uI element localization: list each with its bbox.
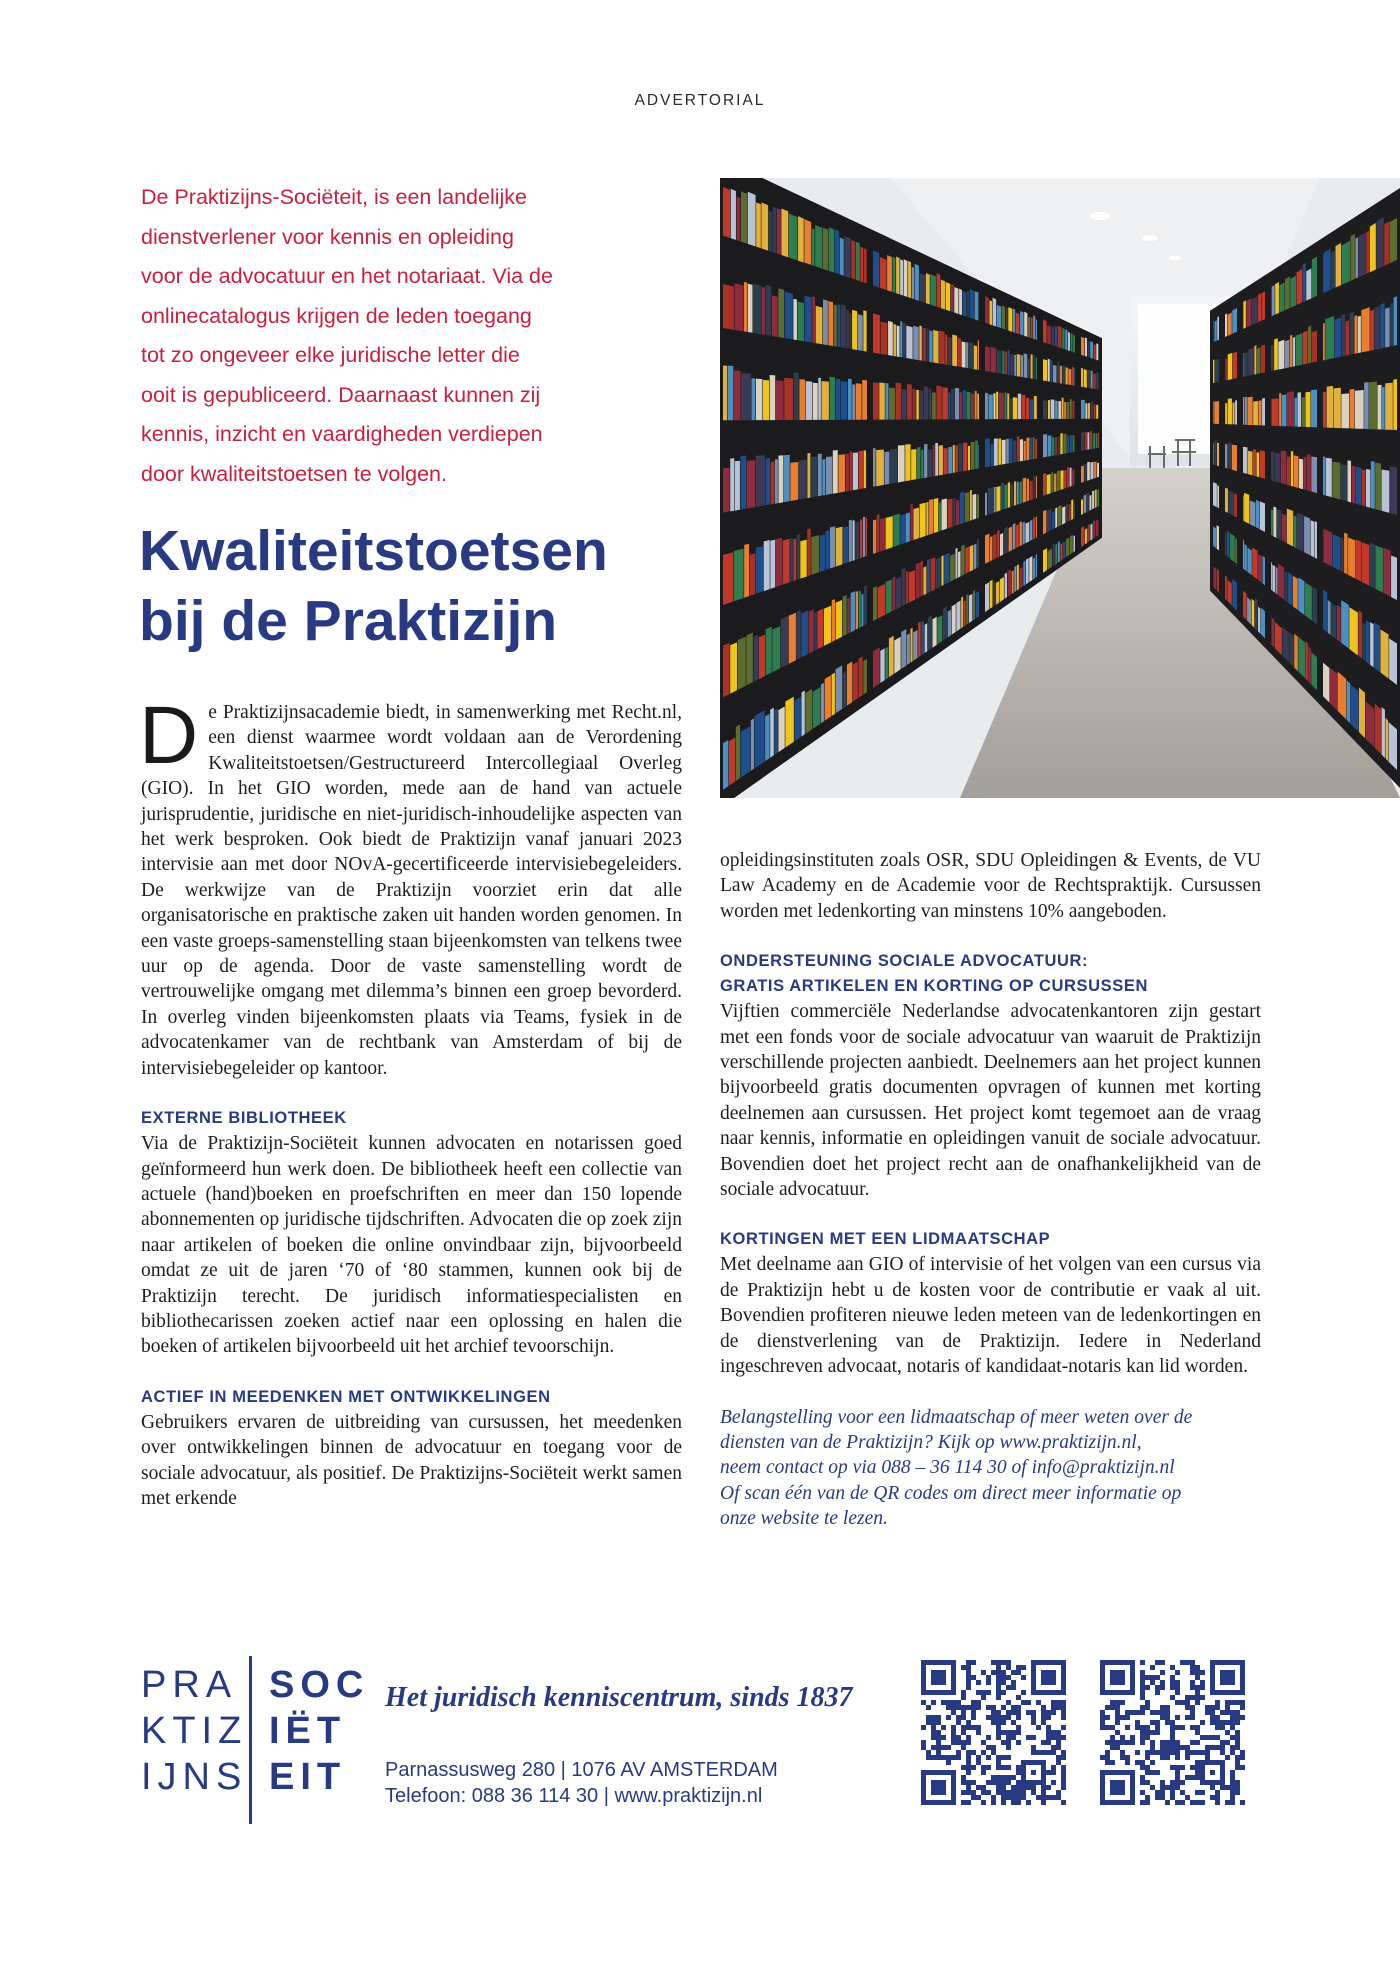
lead-text: e Praktizijnsacademie biedt, in samenwerking met Recht.nl, een dienst waarmee wordt voldaan aan de Verordening Kwaliteitstoetsen/Gestructureerd Intercollegiaal Overleg (GIO). In het GIO worden, mede aan de hand van actuele jurisprudentie, juridische en niet-juridisch-inhoudelijke aspecten van het werk besproken. Ook biedt de Praktizijn vanaf januari 2023 intervisie aan met door NOvA-gecertificeerde intervisiebegeleiders. De werkwijze van de Praktizijn voorziet erin dat alle organisatorische en praktische zaken uit handen worden genomen. In een vaste groeps-samenstelling staan bijeenkomsten van telkens twee uur op de agenda. Door de vaste samenstelling wordt de vertrouwelijke omgang met dilemma’s binnen een groep bevorderd. In overleg vinden bijeenkomsten plaats via Teams, fysiek in de advocatenkamer van de rechtbank van Amsterdam of bij de intervisiebegeleider op kantoor. [141, 702, 682, 1079]
paragraph-bibliotheek: Via de Praktizijn-Sociëteit kunnen advocaten en notarissen goed geïnformeerd hun werk doen. De bibliotheek heeft een collectie van actuele (hand)boeken en proefschriften en meer dan 150 lopende abonnementen op juridische tijdschriften. Advocaten die op zoek zijn naar artikelen of boeken die online onvindbaar zijn, bijvoorbeeld omdat ze uit de jaren ‘70 of ‘80 stammen, kunnen ook bij de Praktizijn terecht. De juridisch informatiespecialisten en bibliothecarissen zoeken actief naar een oplossing en halen die boeken of artikelen bijvoorbeeld uit het archief tevoorschijn. [141, 1133, 682, 1358]
subheading-sociale-advocatuur [720, 949, 1261, 999]
note-line: Belangstelling voor een lidmaatschap of meer weten over de [720, 1406, 1193, 1428]
intro-line: door kwaliteitstoetsen te volgen. [141, 461, 447, 486]
article-column-left [139, 690, 682, 1511]
subheading-externe-bibliotheek: EXTERNE BIBLIOTHEEK [141, 1109, 347, 1128]
intro-line: De Praktizijns-Sociëteit, is een landelijke [141, 185, 527, 209]
qr-code-icon[interactable] [921, 1660, 1066, 1805]
intro-line: tot zo ongeveer elke juridische letter die [141, 343, 520, 367]
note-line: Of scan één van de QR codes om direct meer informatie op [720, 1482, 1182, 1504]
subheading-line: GRATIS ARTIKELEN EN KORTING OP CURSUSSEN [720, 977, 1148, 996]
logo-wordmark-left [141, 1662, 247, 1800]
paragraph-meedenken-continued: opleidingsinstituten zoals OSR, SDU Opleidingen & Events, de VU Law Academy en de Academie voor de Rechtspraktijk. Cursussen worden met ledenkorting van minstens 10% aangeboden. [720, 850, 1261, 922]
headline-line-2: bij de Praktizijn [139, 589, 558, 653]
phone-line: Telefoon: 088 36 114 30 | www.praktizijn.nl [385, 1785, 763, 1807]
note-line: neem contact op via 088 – 36 114 30 of info@praktizijn.nl [720, 1457, 1175, 1479]
logo-text: PRA [141, 1664, 238, 1706]
logo-text: KTIZ [141, 1710, 248, 1752]
section-label: ADVERTORIAL [634, 92, 766, 109]
note-line: onze website te lezen. [720, 1508, 888, 1530]
logo-text: SOC [269, 1664, 370, 1706]
logo-text: EIT [269, 1756, 347, 1798]
tagline: Het juridisch kenniscentrum, sinds 1837 [385, 1682, 853, 1713]
intro-paragraph [141, 178, 686, 494]
address-line: Parnassusweg 280 | 1076 AV AMSTERDAM [385, 1759, 778, 1781]
library-photo [720, 178, 1400, 798]
drop-cap: D [139, 690, 199, 781]
intro-line: ooit is gepubliceerd. Daarnaast kunnen zij [141, 382, 541, 407]
paragraph-meedenken: Gebruikers ervaren de uitbreiding van cursussen, het meedenken over ontwikkelingen binnen de advocatuur en toegang voor de sociale advocatuur, als positief. De Praktizijns-Sociëteit werkt samen met erkende [141, 1411, 682, 1509]
logo-divider [249, 1656, 252, 1824]
paragraph-kortingen: Met deelname aan GIO of intervisie of het volgen van een cursus via de Praktizijn hebt u de kosten voor de contributie er vaak al uit. Bovendien profiteren nieuwe leden meteen van de ledenkortingen en de dienstverlening van de Praktizijn. Iedere in Nederland ingeschreven advocaat, notaris of kandidaat-notaris kan lid worden. [720, 1254, 1261, 1378]
article-column-right [720, 848, 1261, 1532]
headline-line-1: Kwaliteitstoetsen [139, 519, 608, 583]
contact-address [385, 1757, 778, 1809]
logo-text: IËT [269, 1710, 347, 1752]
note-line: diensten van de Praktizijn? Kijk op www.praktizijn.nl, [720, 1431, 1142, 1453]
intro-line: kennis, inzicht en vaardigheden verdiepen [141, 422, 543, 446]
subheading-meedenken: ACTIEF IN MEEDENKEN MET ONTWIKKELINGEN [141, 1387, 551, 1406]
article-headline [139, 516, 699, 656]
paragraph-sociale-advocatuur: Vijftien commerciële Nederlandse advocatenkantoren zijn gestart met een fonds voor de sociale advocatuur van waaruit de Praktizijn verschillende projecten aanbiedt. Deelnemers aan het project kunnen bijvoorbeeld gratis documenten opvragen of kunnen met korting deelnemen aan cursussen. Het project komt tegemoet aan de vraag naar kennis, informatie en opleidingen vanuit de sociale advocatuur. Bovendien doet het project recht aan de onafhankelijkheid van de sociale advocatuur. [720, 1001, 1261, 1201]
subheading-kortingen: KORTINGEN MET EEN LIDMAATSCHAP [720, 1230, 1051, 1249]
logo-text: IJNS [141, 1756, 248, 1798]
logo-wordmark-right [269, 1662, 369, 1800]
praktizijn-logo [141, 1656, 371, 1824]
subheading-line: ONDERSTEUNING SOCIALE ADVOCATUUR: [720, 952, 1089, 971]
intro-line: dienstverlener voor kennis en opleiding [141, 224, 514, 249]
lead-paragraph [139, 690, 682, 1081]
intro-line: onlinecatalogus krijgen de leden toegang [141, 303, 532, 328]
contact-note [720, 1405, 1261, 1532]
qr-code-icon[interactable] [1100, 1660, 1245, 1805]
intro-line: voor de advocatuur en het notariaat. Via de [141, 264, 553, 288]
